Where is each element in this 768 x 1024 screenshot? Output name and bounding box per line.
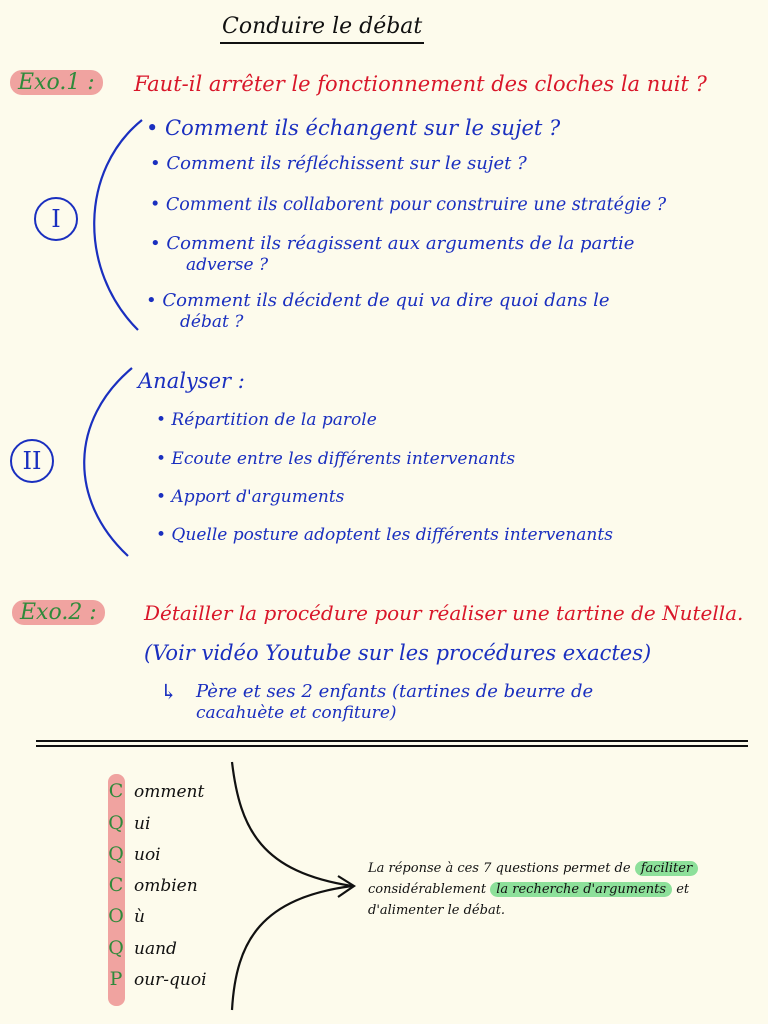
cqqcoqp-word-rest: our-quoi [134,970,207,990]
cqqcoqp-letter: O [108,905,124,927]
cqqcoqp-word-rest: uand [134,939,177,959]
answer-part-4: d'alimenter le débat. [368,903,506,918]
cqqcoqp-word-rest: ombien [134,876,198,896]
section-2-item-4: • Quelle posture adoptent les différents intervenants [156,525,613,545]
section-1-item-5: • Comment ils décident de qui va dire quoi dans le [146,290,610,311]
answer-part-3: et [676,882,690,897]
section-2-item-3: • Apport d'arguments [156,487,345,507]
cqqcoqp-letter: Q [108,812,124,834]
exo2-note: (Voir vidéo Youtube sur les procédures exactes) [144,641,652,665]
section-2-item-2: • Ecoute entre les différents intervenants [156,449,516,469]
exo2-sub-cont: cacahuète et confiture) [196,703,397,723]
cqqcoqp-word-rest: ui [134,814,151,834]
section-1-item-5-cont: débat ? [180,312,244,332]
exo2-task: Détailler la procédure pour réaliser une tartine de Nutella. [144,601,744,625]
exo2-label: Exo.2 : [12,600,105,625]
cqqcoqp-word-rest: ù [134,907,145,927]
answer-part-2: considérablement [368,882,487,897]
cqqcoqp-letter: Q [108,843,124,865]
cqqcoqp-letter: C [108,780,124,802]
exo2-sub: Père et ses 2 enfants (tartines de beurre de [196,681,594,702]
section-1-numeral: I [34,197,78,241]
cqqcoqp-letter: Q [108,937,124,959]
cqqcoqp-word-rest: omment [134,782,205,802]
section-1-item-2: • Comment ils réfléchissent sur le sujet ? [150,153,527,174]
section-1-item-4: • Comment ils réagissent aux arguments de la partie [150,233,635,254]
cqqcoqp-letter: C [108,874,124,896]
page-title: Conduire le débat [220,14,424,44]
section-1-brace [94,120,142,330]
section-2-numeral: II [10,439,54,483]
cqqcoqp-lower-curve [232,886,352,1010]
section-1-item-4-cont: adverse ? [186,255,269,275]
cqqcoqp-word-rest: uoi [134,845,161,865]
answer-highlight-1: faciliter [635,861,698,876]
cqqcoqp-letter: P [109,968,123,990]
exo1-question: Faut-il arrêter le fonctionnement des cloches la nuit ? [134,72,707,96]
section-1-item-3: • Comment ils collaborent pour construire une stratégie ? [150,195,667,215]
section-1-item-1: • Comment ils échangent sur le sujet ? [146,116,561,140]
exo2-arrow-icon: ↳ [160,680,178,704]
section-2-brace [84,368,132,556]
cqqcoqp-upper-curve [232,762,352,886]
section-2-item-1: • Répartition de la parole [156,410,377,430]
section-2-heading: Analyser : [138,369,245,393]
exo1-label: Exo.1 : [10,70,103,95]
answer-part-1: La réponse à ces 7 questions permet de [368,861,631,876]
answer-highlight-2: la recherche d'arguments [490,882,672,897]
